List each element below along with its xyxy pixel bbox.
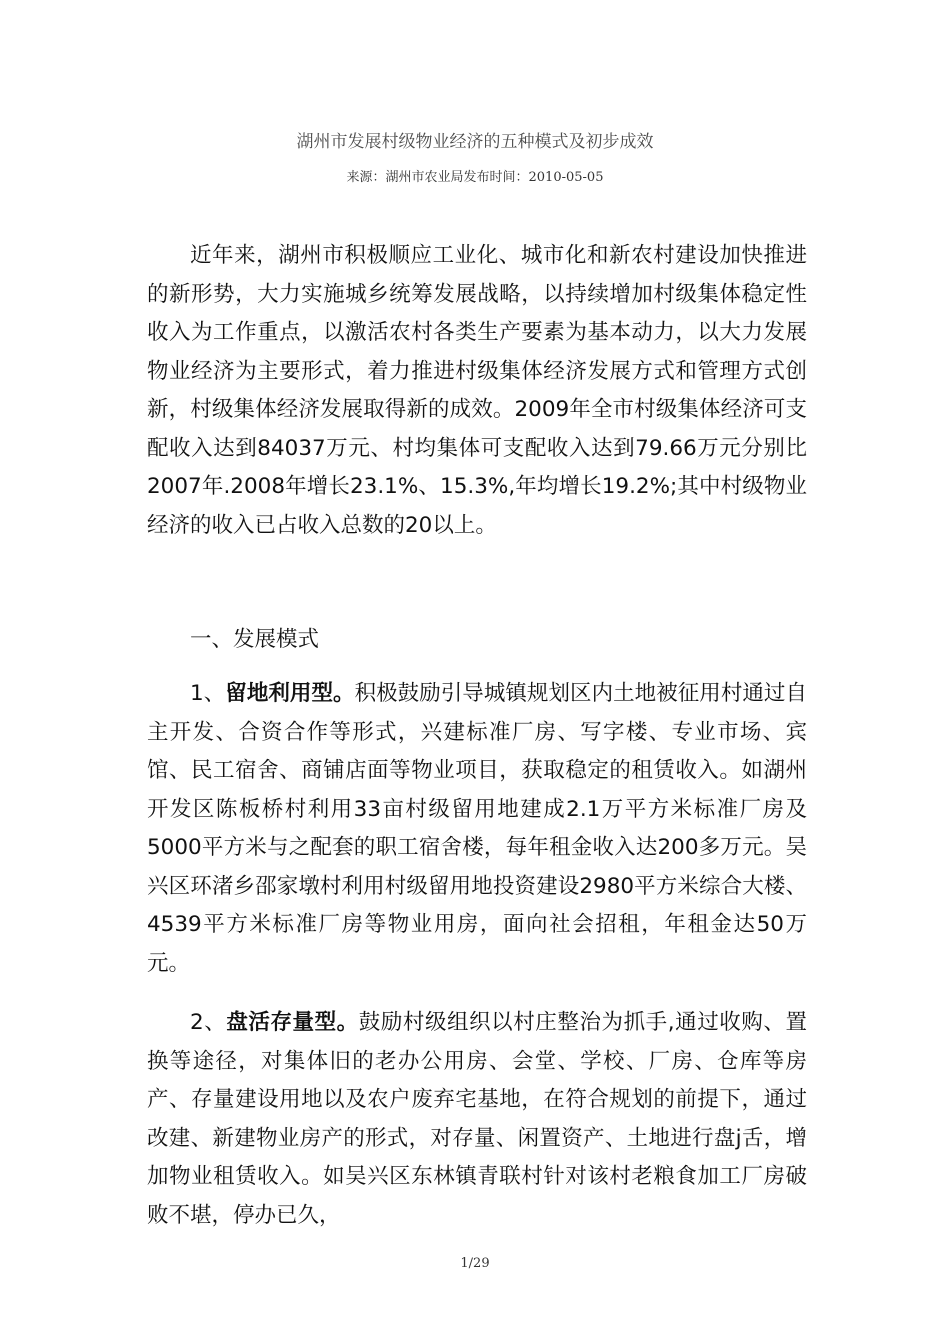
item-1-paragraph [147,675,807,983]
item-1-text: 积极鼓励引导城镇规划区内土地被征用村通过自主开发、合资合作等形式，兴建标准厂房、写字楼、专业市场、宾馆、民工宿舍、商铺店面等物业项目，获取稳定的租赁收入。如湖州开发区陈板桥村利用33亩村级留用地建成2.1万平方米标准厂房及5000平方米与之配套的职工宿舍楼，每年租金收入达200多万元。吴兴区环渚乡邵家墩村利用村级留用地投资建设2980平方米综合大楼、4539平方米标准厂房等物业用房，面向社会招租，年租金达50万元。 [147,681,807,976]
item-2-paragraph [147,1004,807,1235]
section-heading [147,621,807,660]
item-2-number: 2、 [190,1010,227,1035]
section-heading-text: 一、发展模式 [190,627,320,652]
item-1-title: 留地利用型。 [225,681,355,706]
document-title: 湖州市发展村级物业经济的五种模式及初步成效 [296,132,654,152]
intro-text: 近年来，湖州市积极顺应工业化、城市化和新农村建设加快推进的新形势，大力实施城乡统筹发展战略，以持续增加村级集体稳定性收入为工作重点，以激活农村各类生产要素为基本动力，以大力发展物业经济为主要形式，着力推进村级集体经济发展方式和管理方式创新，村级集体经济发展取得新的成效。2009年全市村级集体经济可支配收入达到84037万元、村均集体可支配收入达到79.66万元分别比2007年.2008年增长23.1%、15.3%,年均增长19.2%;其中村级物业经济的收入已占收入总数的20以上。 [147,243,807,538]
item-1-number: 1、 [190,681,226,706]
source-line: 来源：湖州市农业局发布时间：2010-05-05 [346,170,604,185]
item-2-text: 鼓励村级组织以村庄整治为抓手,通过收购、置换等途径，对集体旧的老办公用房、会堂、学校、厂房、仓库等房产、存量建设用地以及农户废弃宅基地，在符合规划的前提下，通过改建、新建物业房产的形式，对存量、闲置资产、土地进行盘j舌，增加物业租赁收入。如吴兴区东林镇青联村针对该村老粮食加工厂房破败不堪，停办已久， [147,1010,807,1228]
page-number: 1/29 [460,1256,490,1271]
intro-paragraph [147,237,807,545]
item-2-title: 盘活存量型。 [226,1010,359,1035]
